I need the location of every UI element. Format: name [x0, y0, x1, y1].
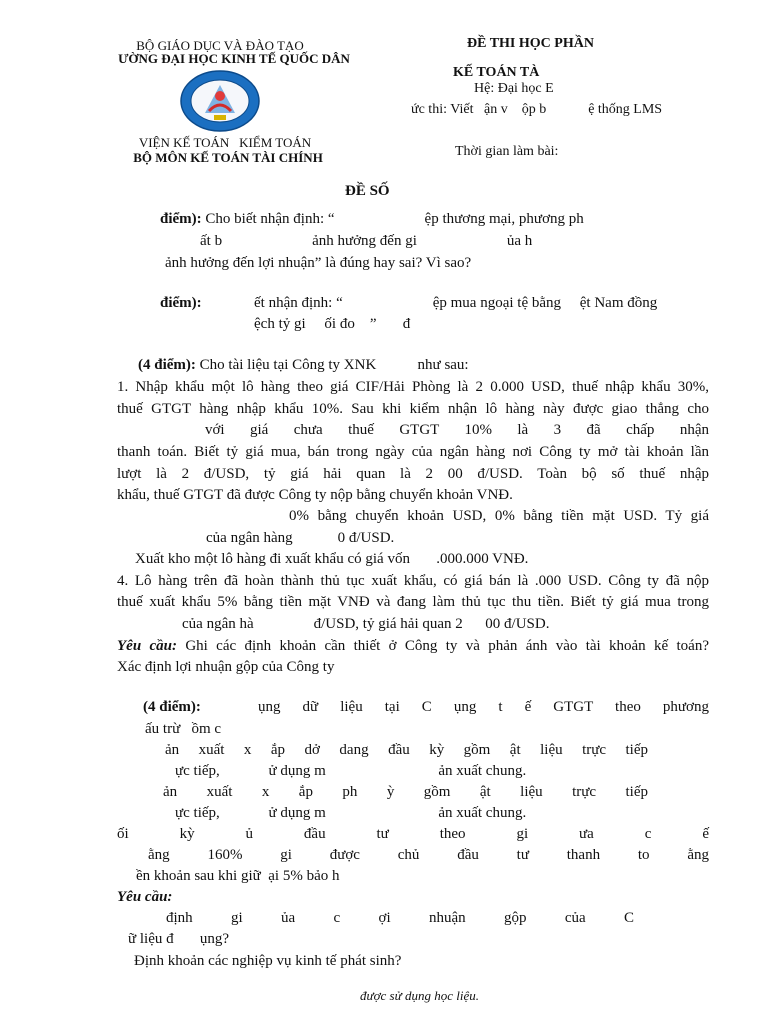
q3-line-5: lượt là 2 đ/USD, tỷ giá hải quan là 2 00 đ/USD. Toàn bộ số thuế nhập	[117, 466, 709, 482]
q4-req-line-1: định gi ủa c ợi nhuận gộp của C	[166, 910, 634, 926]
q3-line-11: thuế xuất khẩu 5% bằng tiền mặt VNĐ và đang làm thủ tục thu tiền. Biết tỷ giá mua trong	[117, 594, 709, 610]
q4-req-line-3: Định khoản các nghiệp vụ kinh tế phát sinh?	[134, 953, 402, 969]
q3-line-9: Xuất kho một lô hàng đi xuất khẩu có giá vốn .000.000 VNĐ.	[135, 551, 529, 567]
q3-requirement-text-2: Xác định lợi nhuận gộp của Công ty	[117, 659, 335, 675]
q4-line-0: ụng dữ liệu tại C ụng t ế GTGT theo phương	[258, 699, 709, 715]
time-label: Thời gian làm bài:	[455, 144, 559, 159]
q4-line-2: ản xuất x ắp dở dang đầu kỳ gồm ật liệu trực tiếp	[165, 742, 648, 758]
exam-system: Hệ: Đại học E	[474, 81, 554, 96]
q1-line1	[160, 211, 584, 228]
q3-line-7: 0% bằng chuyển khoản USD, 0% bằng tiền mặt USD. Tỷ giá	[289, 508, 709, 524]
ministry-name: BỘ GIÁO DỤC VÀ ĐÀO TẠO	[136, 38, 304, 53]
q3-line-2: thuế GTGT hàng nhập khẩu 10%. Sau khi kiểm nhận lô hàng này được giao thẳng cho	[117, 401, 709, 417]
department-name: BỘ MÔN KẾ TOÁN TÀI CHÍNH	[133, 150, 323, 165]
q3-points: (4 điểm):	[138, 357, 196, 373]
q3-line-10: 4. Lô hàng trên đã hoàn thành thủ tục xuất khẩu, có giá bán là .000 USD. Công ty đã nộp	[117, 573, 709, 589]
exam-number: ĐỀ SỐ	[345, 183, 390, 199]
q4-line-8: ền khoản sau khi giữ ại 5% bảo h	[136, 868, 340, 884]
q3-line-3: với giá chưa thuế GTGT 10% là 3 đã chấp nhận	[205, 422, 709, 438]
q3-requirement-line	[117, 638, 709, 655]
institute-name: VIỆN KẾ TOÁN KIỂM TOÁN	[138, 135, 312, 150]
q4-line-3: ực tiếp, ử dụng m ản xuất chung.	[175, 763, 527, 779]
q2-points: điểm):	[160, 295, 202, 311]
q3-line-6: khẩu, thuế GTGT đã được Công ty nộp bằng chuyển khoản VNĐ.	[117, 487, 513, 503]
q3-line-1: 1. Nhập khẩu một lô hàng theo giá CIF/Hải Phòng là 2 0.000 USD, thuế nhập khẩu 30%,	[117, 379, 709, 395]
q4-req-line-2: ữ liệu đ ụng?	[128, 931, 230, 947]
q4-line-4: ản xuất x ắp ph ỳ gồm ật liệu trực tiếp	[163, 784, 648, 800]
university-name: ƯỜNG ĐẠI HỌC KINH TẾ QUỐC DÂN	[118, 51, 350, 66]
q4-line-5: ực tiếp, ử dụng m ản xuất chung.	[175, 805, 527, 821]
q3-line-4: thanh toán. Biết tỷ giá mua, bán trong ngày của ngân hàng nơi Công ty mở tài khoản lần	[117, 444, 709, 460]
q3-requirement-text: Ghi các định khoản cần thiết ở Công ty và phản ánh vào tài khoản kế toán?	[185, 638, 709, 654]
q1-points: điểm):	[160, 211, 202, 227]
footer-note: được sử dụng học liệu.	[360, 988, 479, 1003]
q4-requirement-label: Yêu cầu:	[117, 889, 173, 905]
q4-points: (4 điểm):	[143, 699, 201, 715]
q3-intro-line	[138, 357, 469, 374]
q2-text-2: ệch tỷ gi ối đo ” đ	[254, 316, 411, 332]
q4-line-1: ấu trừ ồm c	[145, 721, 222, 737]
q1-text-1: Cho biết nhận định: “ ệp thương mại, phương ph	[205, 211, 584, 227]
q3-intro: Cho tài liệu tại Công ty XNK như sau:	[199, 357, 469, 373]
q3-line-8: của ngân hàng 0 đ/USD.	[206, 530, 395, 546]
q4-line-6: ối kỳ ủ đầu tư theo gi ưa c ế	[117, 826, 709, 842]
course-name: KẾ TOÁN TÀ	[453, 65, 540, 80]
q1-text-2: ất b ảnh hưởng đến gi ủa h	[200, 233, 533, 249]
exam-title: ĐỀ THI HỌC PHẦN	[467, 36, 594, 51]
q4-line-7: ằng 160% gi được chủ đầu tư thanh to ằng	[148, 847, 709, 863]
q3-requirement-label: Yêu cầu:	[117, 638, 177, 654]
q3-line-12: của ngân hà đ/USD, tỷ giá hải quan 2 00 đ/USD.	[182, 616, 550, 632]
exam-form: ức thi: Viết ận v ộp b ệ thống LMS	[411, 102, 663, 117]
q2-text-1: ết nhận định: “ ệp mua ngoại tệ bằng ệt Nam đồng	[254, 295, 658, 311]
q1-text-3: ảnh hưởng đến lợi nhuận” là đúng hay sai? Vì sao?	[165, 255, 472, 271]
university-logo	[179, 69, 261, 133]
